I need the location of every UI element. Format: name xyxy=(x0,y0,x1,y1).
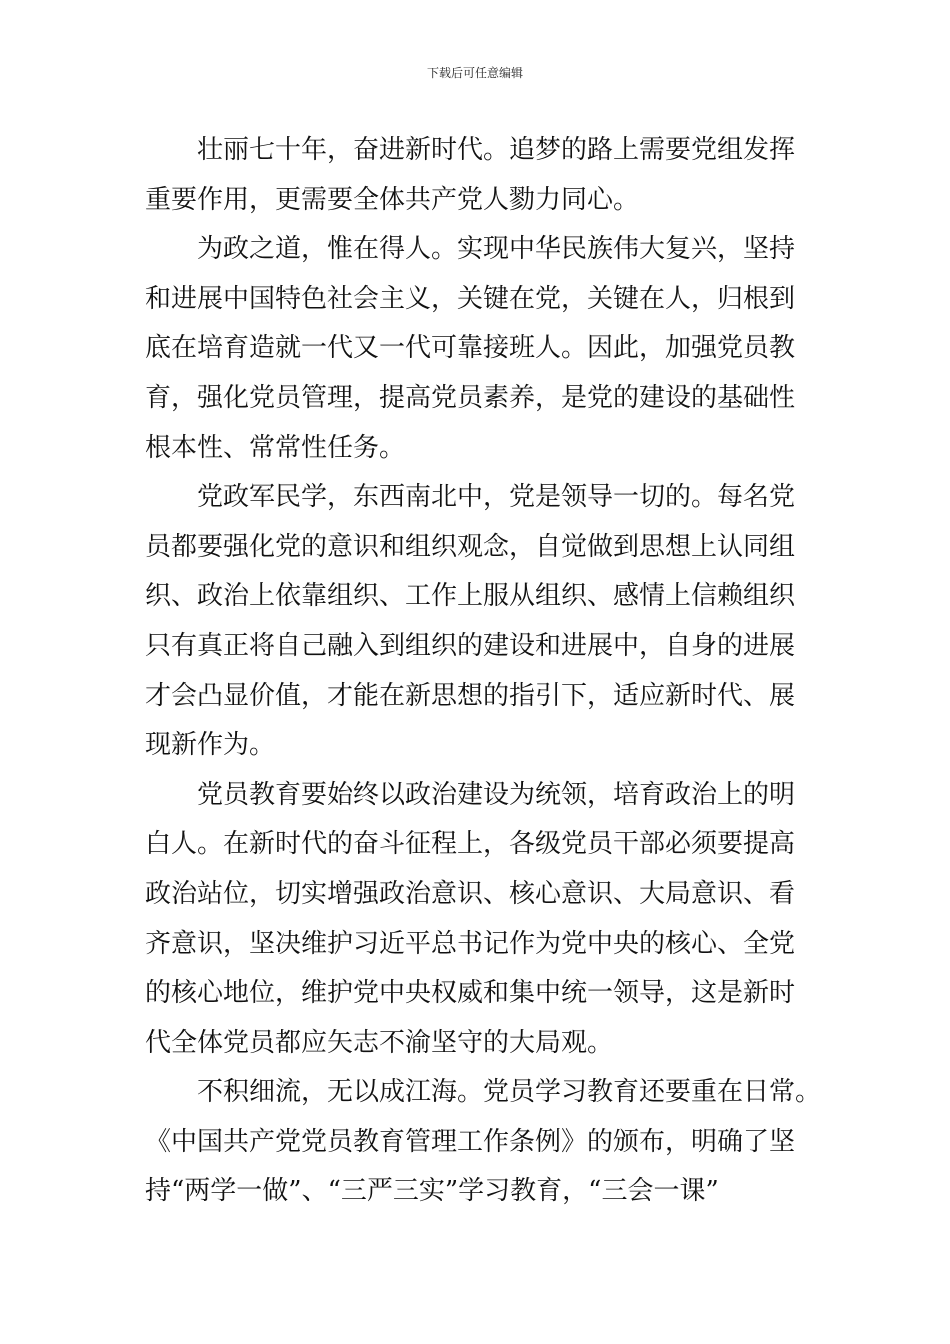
paragraph-line: 政治站位，切实增强政治意识、核心意识、大局意识、看 xyxy=(145,878,796,909)
paragraph-line: 现新作为。 xyxy=(145,730,276,761)
paragraph-line: 和进展中国特色社会主义，关键在党，关键在人，归根到 xyxy=(145,283,796,314)
paragraph-line: 只有真正将自己融入到组织的建设和进展中，自身的进展 xyxy=(145,630,796,661)
paragraph-line: 的核心地位，维护党中央权威和集中统一领导，这是新时 xyxy=(145,978,796,1009)
paragraph-line: 员都要强化党的意识和组织观念，自觉做到思想上认同组 xyxy=(145,531,796,562)
paragraph-line: 不积细流，无以成江海。党员学习教育还要重在日常。 xyxy=(197,1077,822,1108)
paragraph-line: 根本性、常常性任务。 xyxy=(145,432,406,463)
paragraph-line: 持“两学一做”、“三严三实”学习教育，“三会一课” xyxy=(145,1176,719,1207)
paragraph-line: 底在培育造就一代又一代可靠接班人。因此，加强党员教 xyxy=(145,333,796,364)
paragraph-3 xyxy=(145,473,813,771)
document-body xyxy=(145,126,822,1217)
paragraph-line: 白人。在新时代的奋斗征程上，各级党员干部必须要提高 xyxy=(145,829,796,860)
paragraph-line: 党政军民学，东西南北中，党是领导一切的。每名党 xyxy=(197,482,796,513)
paragraph-line: 党员教育要始终以政治建设为统领，培育政治上的明 xyxy=(197,779,796,810)
paragraph-4 xyxy=(145,771,813,1069)
paragraph-line: 织、政治上依靠组织、工作上服从组织、感情上信赖组织 xyxy=(145,581,796,612)
paragraph-line: 才会凸显价值，才能在新思想的指引下，适应新时代、展 xyxy=(145,680,796,711)
paragraph-line: 重要作用，更需要全体共产党人勠力同心。 xyxy=(145,184,640,215)
paragraph-line: 为政之道，惟在得人。实现中华民族伟大复兴，坚持 xyxy=(197,234,796,265)
paragraph-line: 壮丽七十年，奋进新时代。追梦的路上需要党组发挥 xyxy=(197,135,796,165)
paragraph-line: 齐意识，坚决维护习近平总书记作为党中央的核心、全党 xyxy=(145,928,796,959)
paragraph-line: 育，强化党员管理，提高党员素养，是党的建设的基础性 xyxy=(145,382,796,413)
paragraph-2 xyxy=(145,225,813,473)
paragraph-line: 代全体党员都应矢志不渝坚守的大局观。 xyxy=(145,1027,614,1058)
paragraph-5 xyxy=(145,1068,822,1217)
paragraph-1 xyxy=(145,126,813,225)
page-header-note: 下载后可任意编辑 xyxy=(426,66,523,80)
paragraph-line: 《中国共产党党员教育管理工作条例》的颁布，明确了坚 xyxy=(145,1126,796,1157)
